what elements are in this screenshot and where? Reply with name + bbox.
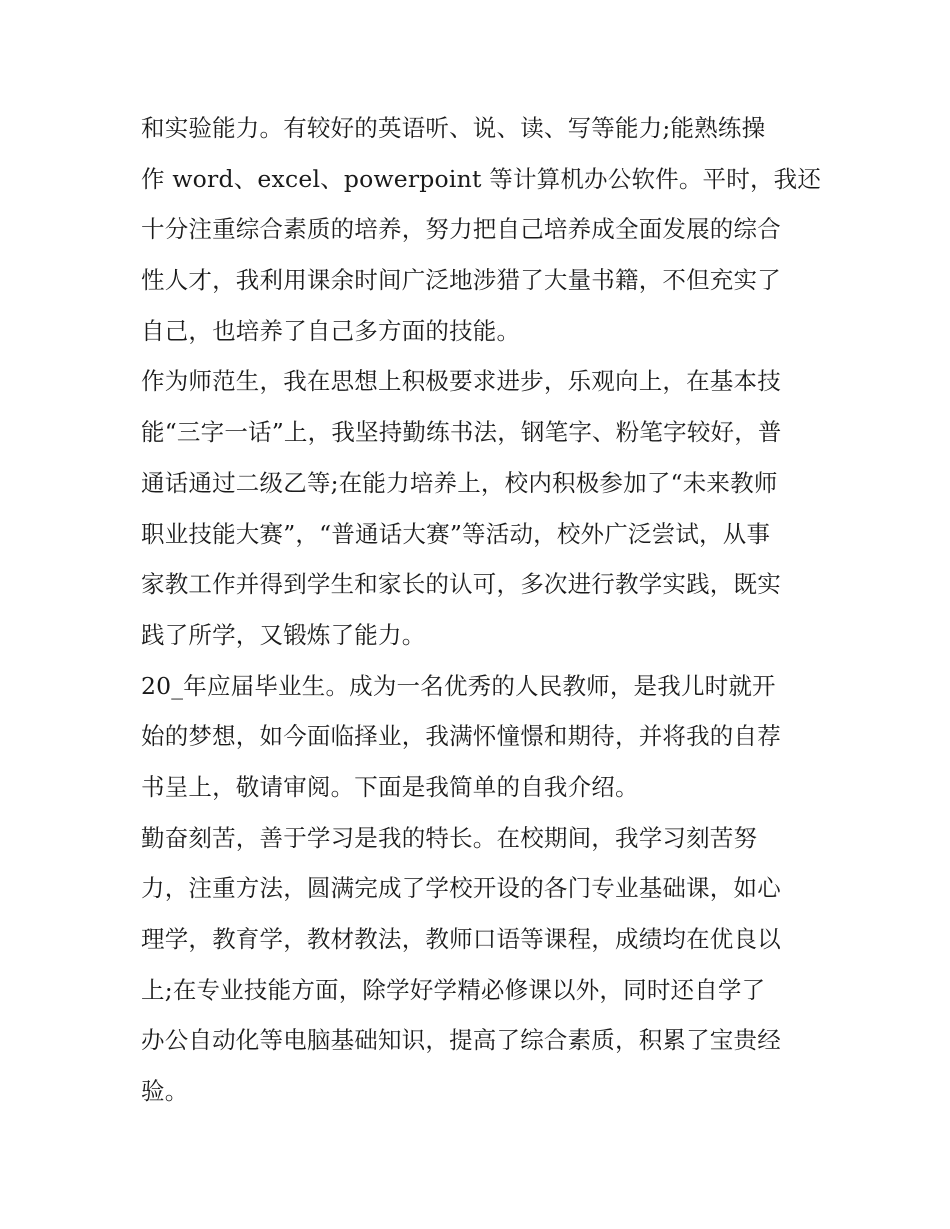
text-line: 理学，教育学，教材教法，教师口语等课程，成绩均在优良以 bbox=[141, 925, 781, 953]
text-line: 职业技能大赛”，“普通话大赛”等活动，校外广泛尝试，从事 bbox=[141, 519, 771, 548]
text-line: 验。 bbox=[141, 1077, 189, 1106]
text-line: 始的梦想，如今面临择业，我满怀憧憬和期待，并将我的自荐 bbox=[141, 722, 781, 751]
paragraph-skills bbox=[141, 103, 822, 356]
text-line: 力，注重方法，圆满完成了学校开设的各门专业基础课，如心 bbox=[141, 874, 781, 903]
paragraph-teacher-training bbox=[141, 356, 813, 660]
text-line: 20_年应届毕业生。成为一名优秀的人民教师，是我儿时就开 bbox=[141, 671, 776, 700]
text-line: 书呈上，敬请审阅。下面是我简单的自我介绍。 bbox=[141, 772, 639, 801]
text-line: 家教工作并得到学生和家长的认可，多次进行教学实践，既实 bbox=[141, 570, 781, 599]
paragraph-introduction bbox=[141, 661, 813, 813]
text-line: 作 word、excel、powerpoint 等计算机办公软件。平时，我还 bbox=[141, 164, 822, 193]
text-line: 能“三字一话”上，我坚持勤练书法，钢笔字、粉笔字较好，普 bbox=[141, 418, 782, 447]
document-body bbox=[141, 103, 822, 1117]
text-line: 通话通过二级乙等;在能力培养上，校内积极参加了“未来教师 bbox=[141, 468, 778, 497]
text-line: 上;在专业技能方面，除学好学精必修课以外，同时还自学了 bbox=[141, 975, 766, 1004]
paragraph-study bbox=[141, 813, 813, 1117]
text-line: 十分注重综合素质的培养，努力把自己培养成全面发展的综合 bbox=[141, 215, 781, 244]
text-line: 作为师范生，我在思想上积极要求进步，乐观向上，在基本技 bbox=[141, 367, 781, 396]
text-line: 自己，也培养了自己多方面的技能。 bbox=[141, 316, 521, 345]
text-line: 办公自动化等电脑基础知识，提高了综合素质，积累了宝贵经 bbox=[141, 1026, 781, 1055]
text-line: 践了所学，又锻炼了能力。 bbox=[141, 620, 426, 649]
text-line: 和实验能力。有较好的英语听、说、读、写等能力;能熟练操 bbox=[141, 114, 766, 142]
text-line: 勤奋刻苦，善于学习是我的特长。在校期间，我学习刻苦努 bbox=[141, 823, 758, 852]
text-line: 性人才，我利用课余时间广泛地涉猎了大量书籍，不但充实了 bbox=[141, 266, 781, 295]
